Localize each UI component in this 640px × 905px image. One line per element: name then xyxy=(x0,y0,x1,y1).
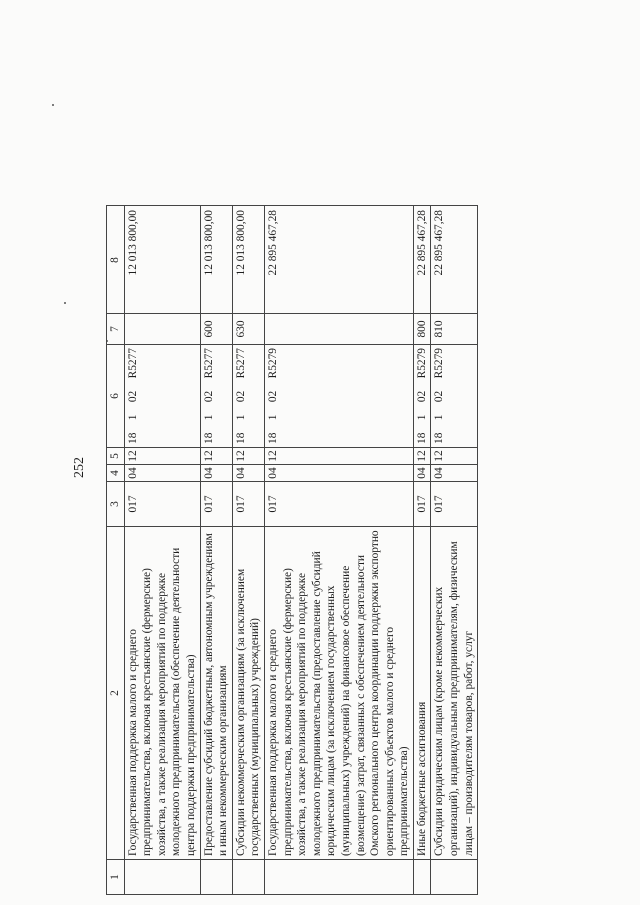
target-code-cell xyxy=(264,345,413,448)
rotated-document xyxy=(0,5,634,905)
target-code-cell xyxy=(232,345,264,448)
page-number: 252 xyxy=(72,457,87,478)
admin-code-cell: 017 xyxy=(124,482,200,527)
expense-kind-cell: 630 xyxy=(232,314,264,345)
header-cell-6: 6 xyxy=(107,345,125,448)
subsection-code-cell: 12 xyxy=(431,448,478,465)
table-row xyxy=(431,206,478,895)
section-code-cell: 04 xyxy=(200,465,232,482)
header-cell-5: 5 xyxy=(107,448,125,465)
amount-cell: 12 013 800,00 xyxy=(200,206,232,314)
target-code-part: 02 xyxy=(433,390,446,403)
target-code-part: 1 xyxy=(126,414,139,421)
target-code-part: 1 xyxy=(234,414,247,421)
table-row xyxy=(264,206,413,895)
amount-cell: 12 013 800,00 xyxy=(232,206,264,314)
row-name-cell: Субсидии юридическим лицам (кроме некоммерческих организаций), индивидуальным предпринимателям, физическим лицам – производителям товаров, работ, услуг xyxy=(431,527,478,860)
target-code-cell xyxy=(124,345,200,448)
target-code-part: 02 xyxy=(234,390,247,403)
expense-kind-cell: 600 xyxy=(200,314,232,345)
header-cell-4: 4 xyxy=(107,465,125,482)
header-cell-3: 3 xyxy=(107,482,125,527)
target-code-part: 18 xyxy=(234,432,247,444)
target-code-part: 18 xyxy=(415,432,428,444)
amount-cell: 22 895 467,28 xyxy=(413,206,431,314)
target-code-part: R5279 xyxy=(415,348,428,379)
row-name-cell: Государственная поддержка малого и среднего предпринимательства, включая крестьянские (фермерские) хозяйства, а также реализация мероприятий по поддержке молодежного предпринимательства (обеспечение деятельности центра поддержки предпринимательства) xyxy=(124,527,200,860)
table-row xyxy=(124,206,200,895)
target-code-part: 1 xyxy=(433,414,446,421)
budget-table xyxy=(106,205,478,895)
section-code-cell: 04 xyxy=(264,465,413,482)
target-code-part: 02 xyxy=(126,390,139,403)
table-header-row xyxy=(107,206,125,895)
row-index-cell xyxy=(232,860,264,895)
subsection-code-cell: 12 xyxy=(413,448,431,465)
admin-code-cell: 017 xyxy=(264,482,413,527)
admin-code-cell: 017 xyxy=(232,482,264,527)
target-code-cell xyxy=(200,345,232,448)
row-index-cell xyxy=(413,860,431,895)
target-code-part: 18 xyxy=(266,432,279,444)
subsection-code-cell: 12 xyxy=(264,448,413,465)
admin-code-cell: 017 xyxy=(200,482,232,527)
target-code-part: 02 xyxy=(266,390,279,403)
section-code-cell: 04 xyxy=(124,465,200,482)
expense-kind-cell xyxy=(124,314,200,345)
row-index-cell xyxy=(200,860,232,895)
expense-kind-cell xyxy=(264,314,413,345)
target-code-part: R5279 xyxy=(266,348,279,379)
row-index-cell xyxy=(431,860,478,895)
target-code-part: 18 xyxy=(433,432,446,444)
section-code-cell: 04 xyxy=(232,465,264,482)
target-code-part: 02 xyxy=(415,390,428,403)
row-index-cell xyxy=(264,860,413,895)
target-code-part: 18 xyxy=(202,432,215,444)
section-code-cell: 04 xyxy=(431,465,478,482)
table-row xyxy=(413,206,431,895)
header-cell-8: 8 xyxy=(107,206,125,314)
target-code-part: R5277 xyxy=(202,348,215,379)
section-code-cell: 04 xyxy=(413,465,431,482)
target-code-part: R5277 xyxy=(234,348,247,379)
header-cell-7: 7 xyxy=(107,314,125,345)
admin-code-cell: 017 xyxy=(413,482,431,527)
row-name-cell: Субсидии некоммерческим организациям (за исключением государственных (муниципальных) учреждений) xyxy=(232,527,264,860)
target-code-part: 1 xyxy=(415,414,428,421)
expense-kind-cell: 810 xyxy=(431,314,478,345)
amount-cell: 12 013 800,00 xyxy=(124,206,200,314)
target-code-part: R5279 xyxy=(433,348,446,379)
target-code-cell xyxy=(431,345,478,448)
amount-cell: 22 895 467,28 xyxy=(264,206,413,314)
header-cell-2: 2 xyxy=(107,527,125,860)
subsection-code-cell: 12 xyxy=(200,448,232,465)
target-code-part: 02 xyxy=(202,390,215,403)
target-code-part: 1 xyxy=(202,414,215,421)
row-index-cell xyxy=(124,860,200,895)
header-cell-1: 1 xyxy=(107,860,125,895)
row-name-cell: Предоставление субсидий бюджетным, автономным учреждениям и иным некоммерческим организациям xyxy=(200,527,232,860)
expense-kind-cell: 800 xyxy=(413,314,431,345)
row-name-cell: Государственная поддержка малого и среднего предпринимательства, включая крестьянские (фермерские) хозяйства, а также реализация мероприятий по поддержке молодежного предпринимательства (предоставление субсидий юридическим лицам (за исключением государственных (муниципальных) учреждений) на финансовое обеспечение (возмещение) затрат, связанных с обеспечением деятельности Омского регионального центра координации поддержки экспортно ориентированных субъектов малого и среднего предпринимательства) xyxy=(264,527,413,860)
target-code-part: 18 xyxy=(126,432,139,444)
table-row xyxy=(232,206,264,895)
amount-cell: 22 895 467,28 xyxy=(431,206,478,314)
subsection-code-cell: 12 xyxy=(124,448,200,465)
target-code-part: 1 xyxy=(266,414,279,421)
admin-code-cell: 017 xyxy=(431,482,478,527)
subsection-code-cell: 12 xyxy=(232,448,264,465)
table-row xyxy=(200,206,232,895)
target-code-part: R5277 xyxy=(126,348,139,379)
target-code-cell xyxy=(413,345,431,448)
row-name-cell: Иные бюджетные ассигнования xyxy=(413,527,431,860)
